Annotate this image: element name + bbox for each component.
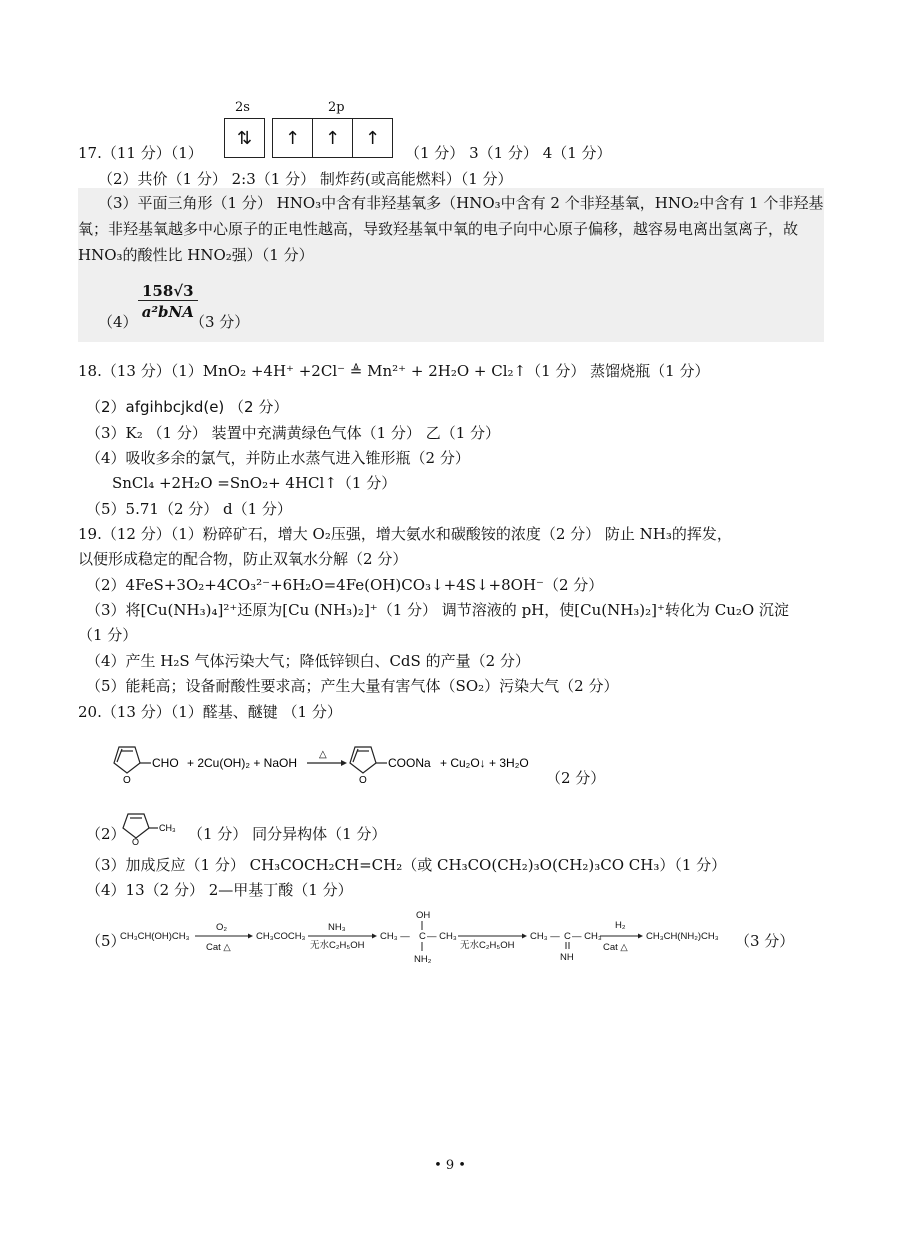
orbital-cell: ↑ [313, 119, 353, 157]
q19-line7: （5）能耗高；设备耐酸性要求高；产生大量有害气体（SO₂）污染大气（2 分） [86, 677, 619, 695]
q20-line2: （1 分） 同分异构体（1 分） [188, 825, 387, 843]
q20-line2-prefix: （2） [86, 825, 126, 843]
fraction-numerator: 158√3 [138, 282, 198, 301]
route-step3-nh2: NH₂ [414, 954, 432, 965]
route-step1: CH₃CH(OH)CH₃ [120, 931, 190, 942]
route-step2: CH₃COCH₃ [256, 931, 306, 942]
q20-synthesis-route [118, 906, 818, 968]
q20-part5-prefix: （5） [86, 932, 126, 950]
route-step3-right: — CH₃ [427, 931, 457, 942]
q20-furfural-oxidation-equation [95, 735, 615, 790]
svg-text:O: O [123, 775, 131, 786]
furan-ring-icon [114, 747, 140, 773]
q17-part2: （2）共价（1 分） 2:3（1 分） 制炸药(或高能燃料）（1 分） [98, 170, 513, 188]
route-step3-carbon: C [419, 931, 426, 942]
eq-condition: △ [319, 749, 327, 760]
route-step3-oh: OH [416, 910, 431, 921]
q18-line6: （5）5.71（2 分） d（1 分） [86, 500, 292, 518]
route-cond3-bottom: 无水C₂H₅OH [460, 940, 515, 951]
orbital-cell: ↑ [364, 127, 381, 149]
q18-line1: 18.（13 分）（1）MnO₂ +4H⁺ +2Cl⁻ ≜ Mn²⁺ + 2H₂O + Cl₂↑（1 分） 蒸馏烧瓶（1 分） [78, 362, 710, 380]
route-cond1-bottom: Cat △ [206, 942, 231, 953]
q20-part5-score: （3 分） [735, 932, 795, 950]
q18-line2: （2）afgihbcjkd(e) （2 分） [86, 398, 289, 416]
orbital-2p-label: 2p [328, 100, 345, 115]
orbital-box-2s [224, 118, 265, 158]
furan-ring-icon [350, 747, 376, 773]
svg-text:O: O [359, 775, 367, 786]
q20-line1: 20.（13 分）（1）醛基、醚键 （1 分） [78, 703, 342, 721]
methyl-group: CH₃ [159, 823, 176, 833]
route-cond4-bottom: Cat △ [603, 942, 628, 953]
q17-part1-score: （1 分） 3（1 分） 4（1 分） [405, 144, 612, 162]
route-step5: CH₃CH(NH₂)CH₃ [646, 931, 719, 942]
q18-line4: （4）吸收多余的氯气，并防止水蒸气进入锥形瓶（2 分） [86, 449, 470, 467]
route-step4-nh: NH [560, 952, 574, 963]
q19-line1: 19.（12 分）（1）粉碎矿石，增大 O₂压强，增大氨水和碳酸铵的浓度（2 分） 防止 NH₃的挥发， [78, 525, 732, 543]
route-step3-left: CH₃ — [380, 931, 410, 942]
q17-part3: （3）平面三角形（1 分） HNO₃中含有非羟基氧多（HNO₃中含有 2 个非羟基氧，HNO₂中含有 1 个非羟基氧；非羟基氧越多中心原子的正电性越高，导致羟基氧中氧的电子向中心原子偏移，越容易电离出氢离子，故 HNO₃的酸性比 HNO₂强）（1 分） [78, 194, 824, 264]
q20-methylfuran-structure [118, 806, 188, 846]
q18-line3: （3）K₂ （1 分） 装置中充满黄绿色气体（1 分） 乙（1 分） [86, 424, 501, 442]
route-cond2-top: NH₃ [328, 922, 346, 933]
q20-line4: （4）13（2 分） 2—甲基丁酸（1 分） [86, 881, 353, 899]
fraction-denominator: a²bNA [141, 303, 194, 321]
q20-eq-score: （2 分） [546, 769, 606, 787]
q19-line5: （1 分） [78, 626, 138, 644]
q19-line2: 以便形成稳定的配合物，防止双氧水分解（2 分） [78, 550, 408, 568]
q17-prefix: 17.（11 分）（1） [78, 144, 203, 162]
q19-line4: （3）将[Cu(NH₃)₄]²⁺还原为[Cu (NH₃)₂]⁺（1 分） 调节溶液的 pH，使[Cu(NH₃)₂]⁺转化为 Cu₂O 沉淀 [86, 601, 789, 619]
furan-ring-icon [123, 814, 149, 838]
route-cond4-top: H₂ [615, 920, 626, 931]
eq-products: + Cu₂O↓ + 3H₂O [440, 756, 529, 770]
eq-coona: COONa [388, 756, 431, 770]
q20-line3: （3）加成反应（1 分） CH₃COCH₂CH=CH₂（或 CH₃CO(CH₂)₃O(CH₂)₃CO CH₃）（1 分） [86, 856, 727, 874]
route-step4-carbon: C [564, 931, 571, 942]
orbital-box-2p [272, 118, 393, 158]
q17-fraction [138, 282, 198, 321]
q19-line6: （4）产生 H₂S 气体污染大气；降低锌钡白、CdS 的产量（2 分） [86, 652, 530, 670]
orbital-2s-label: 2s [235, 100, 250, 115]
route-step4-left: CH₃ — [530, 931, 560, 942]
route-cond1-top: O₂ [216, 922, 228, 933]
orbital-cell: ⇅ [236, 127, 253, 149]
eq-cho: CHO [152, 756, 179, 770]
q17-part4-prefix: （4） [98, 313, 138, 331]
q17-part4-score: （3 分） [190, 313, 250, 331]
route-step4-right: — CH₃ [572, 931, 602, 942]
q18-line5: SnCl₄ +2H₂O =SnO₂+ 4HCl↑（1 分） [112, 474, 397, 492]
q19-line3: （2）4FeS+3O₂+4CO₃²⁻+6H₂O=4Fe(OH)CO₃↓+4S↓+8OH⁻（2 分） [86, 576, 604, 594]
orbital-cell: ↑ [273, 119, 313, 157]
svg-text:O: O [132, 837, 140, 846]
eq-reagents: + 2Cu(OH)₂ + NaOH [187, 756, 298, 770]
route-cond2-bottom: 无水C₂H₅OH [310, 940, 365, 951]
page-number: • 9 • [434, 1158, 466, 1173]
